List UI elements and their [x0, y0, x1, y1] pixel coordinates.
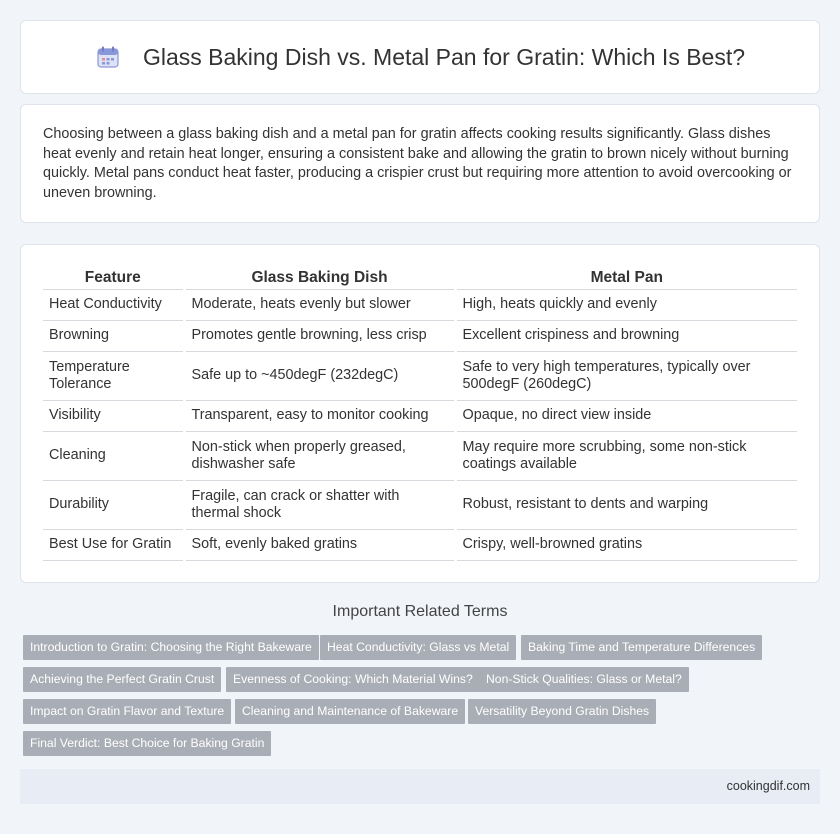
table-row	[43, 401, 797, 432]
glass-cell: Promotes gentle browning, less crisp	[184, 321, 455, 352]
intro-paragraph: Choosing between a glass baking dish and a metal pan for gratin affects cooking results significantly. Glass dishes heat evenly and retain heat longer, ensuring a consistent bake and allowing the gratin to brown nicely without burning quickly. Metal pans conduct heat faster, producing a crispier crust but requiring more attention to avoid overcooking or uneven browning.	[43, 126, 792, 201]
related-tag[interactable]: Baking Time and Temperature Differences	[521, 635, 762, 660]
related-tag[interactable]: Introduction to Gratin: Choosing the Right Bakeware	[23, 635, 319, 660]
header-glass: Glass Baking Dish	[184, 265, 455, 290]
footer-site[interactable]: cookingdif.com	[726, 779, 810, 793]
feature-cell: Best Use for Gratin	[43, 530, 184, 561]
title-card	[20, 20, 820, 94]
related-tag[interactable]: Non-Stick Qualities: Glass or Metal?	[479, 667, 689, 692]
intro-card	[20, 104, 820, 223]
glass-cell: Soft, evenly baked gratins	[184, 530, 455, 561]
metal-cell: High, heats quickly and evenly	[455, 290, 797, 321]
related-tag[interactable]: Impact on Gratin Flavor and Texture	[23, 699, 231, 724]
comparison-table	[43, 265, 797, 561]
feature-cell: Browning	[43, 321, 184, 352]
footer	[20, 769, 820, 804]
comparison-card	[20, 244, 820, 583]
related-tag[interactable]: Achieving the Perfect Gratin Crust	[23, 667, 221, 692]
related-tag[interactable]: Final Verdict: Best Choice for Baking Gratin	[23, 731, 271, 756]
table-row	[43, 481, 797, 530]
glass-cell: Non-stick when properly greased, dishwasher safe	[184, 432, 455, 481]
feature-cell: Heat Conductivity	[43, 290, 184, 321]
metal-cell: Excellent crispiness and browning	[455, 321, 797, 352]
header-metal: Metal Pan	[455, 265, 797, 290]
table-row	[43, 290, 797, 321]
calendar-icon	[95, 44, 121, 70]
related-tag[interactable]: Heat Conductivity: Glass vs Metal	[320, 635, 516, 660]
related-tag[interactable]: Evenness of Cooking: Which Material Wins?	[226, 667, 480, 692]
feature-cell: Durability	[43, 481, 184, 530]
table-row	[43, 321, 797, 352]
glass-cell: Fragile, can crack or shatter with thermal shock	[184, 481, 455, 530]
feature-cell: Temperature Tolerance	[43, 352, 184, 401]
page-title	[95, 44, 745, 71]
related-terms-title: Important Related Terms	[332, 603, 508, 620]
table-row	[43, 352, 797, 401]
glass-cell: Transparent, easy to monitor cooking	[184, 401, 455, 432]
metal-cell: Safe to very high temperatures, typically over 500degF (260degC)	[455, 352, 797, 401]
metal-cell: Crispy, well-browned gratins	[455, 530, 797, 561]
page-title-text: Glass Baking Dish vs. Metal Pan for Gratin: Which Is Best?	[142, 43, 746, 70]
related-tag[interactable]: Versatility Beyond Gratin Dishes	[468, 699, 656, 724]
header-feature: Feature	[43, 265, 184, 290]
glass-cell: Moderate, heats evenly but slower	[184, 290, 455, 321]
metal-cell: Robust, resistant to dents and warping	[455, 481, 797, 530]
metal-cell: Opaque, no direct view inside	[455, 401, 797, 432]
feature-cell: Visibility	[43, 401, 184, 432]
table-header-row	[43, 265, 797, 290]
glass-cell: Safe up to ~450degF (232degC)	[184, 352, 455, 401]
table-row	[43, 432, 797, 481]
metal-cell: May require more scrubbing, some non-stick coatings available	[455, 432, 797, 481]
table-row	[43, 530, 797, 561]
feature-cell: Cleaning	[43, 432, 184, 481]
related-tag[interactable]: Cleaning and Maintenance of Bakeware	[235, 699, 465, 724]
